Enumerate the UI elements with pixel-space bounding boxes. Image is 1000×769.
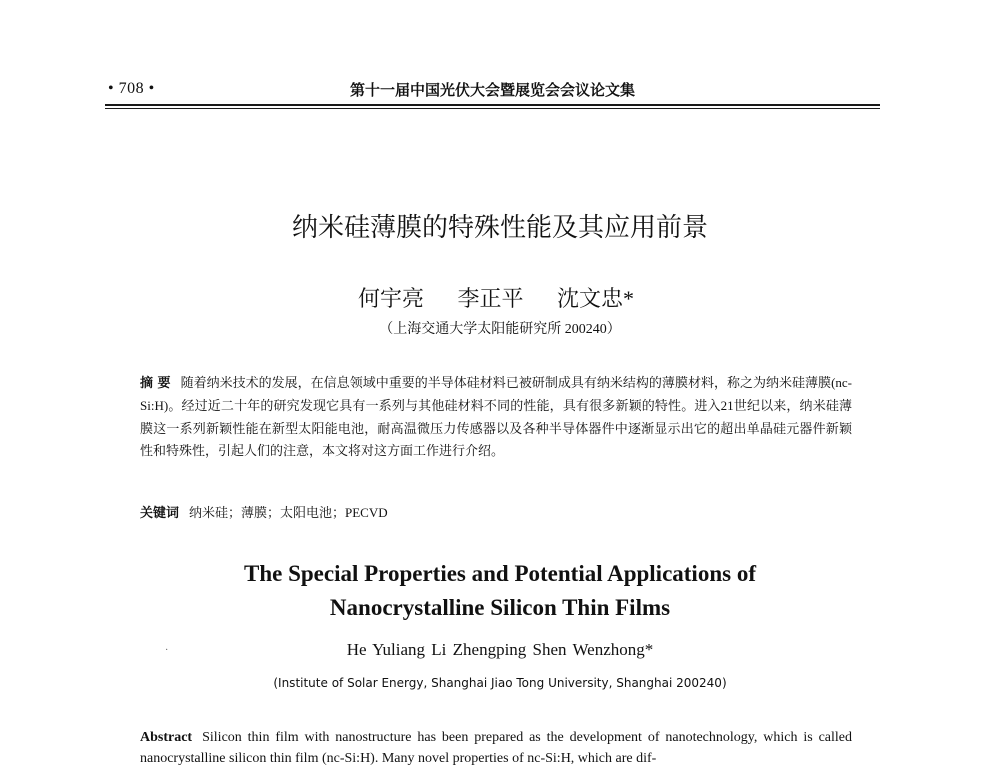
chinese-abstract-label: 摘 要 (140, 376, 171, 391)
english-title-line1: The Special Properties and Potential Applications of (244, 561, 756, 586)
header-rule-thick (105, 104, 880, 106)
english-authors: He Yuliang Li Zhengping Shen Wenzhong* (346, 640, 654, 659)
chinese-author: 李正平 (457, 286, 524, 311)
chinese-author: 何宇亮 (358, 286, 425, 311)
header-rule-thin (105, 108, 880, 109)
chinese-keywords-text: 纳米硅；薄膜；太阳电池；PECVD (189, 505, 388, 520)
chinese-keywords (140, 502, 388, 521)
english-affiliation: (Institute of Solar Energy, Shanghai Jiao Tong University, Shanghai 200240) (273, 676, 727, 690)
chinese-keywords-label: 关键词 (140, 506, 180, 521)
chinese-author: 沈文忠* (557, 286, 635, 311)
page-number: • 708 • (108, 80, 155, 97)
english-title-line2: Nanocrystalline Silicon Thin Films (329, 595, 671, 620)
english-abstract-text: Silicon thin film with nanostructure has been prepared as the development of nanotechnology, which is called nanocrystalline silicon thin film (nc-Si:H). Many novel properties of nc-Si:H, which are dif- (140, 730, 852, 766)
chinese-title: 纳米硅薄膜的特殊性能及其应用前景 (291, 213, 708, 243)
english-abstract (140, 727, 852, 769)
journal-header-title: 第十一届中国光伏大会暨展览会会议论文集 (350, 81, 636, 99)
english-title (0, 557, 1000, 625)
english-abstract-label: Abstract (140, 730, 193, 745)
chinese-affiliation: （上海交通大学太阳能研究所 200240） (379, 322, 621, 337)
scan-speck: · (165, 645, 169, 656)
chinese-authors (358, 282, 662, 313)
chinese-abstract-text: 随着纳米技术的发展，在信息领域中重要的半导体硅材料已被研制成具有纳米结构的薄膜材料，称之为纳米硅薄膜(nc-Si:H)。经过近二十年的研究发现它具有一系列与其他硅材料不同的性能，具有很多新颖的特性。进入21世纪以来，纳米硅薄膜这一系列新颖性能在新型太阳能电池，耐高温微压力传感器以及各种半导体器件中逐渐显示出它的超出单晶硅元器件新颖性和特殊性，引起人们的注意，本文将对这方面工作进行介绍。 (140, 375, 852, 458)
chinese-abstract (140, 372, 852, 462)
